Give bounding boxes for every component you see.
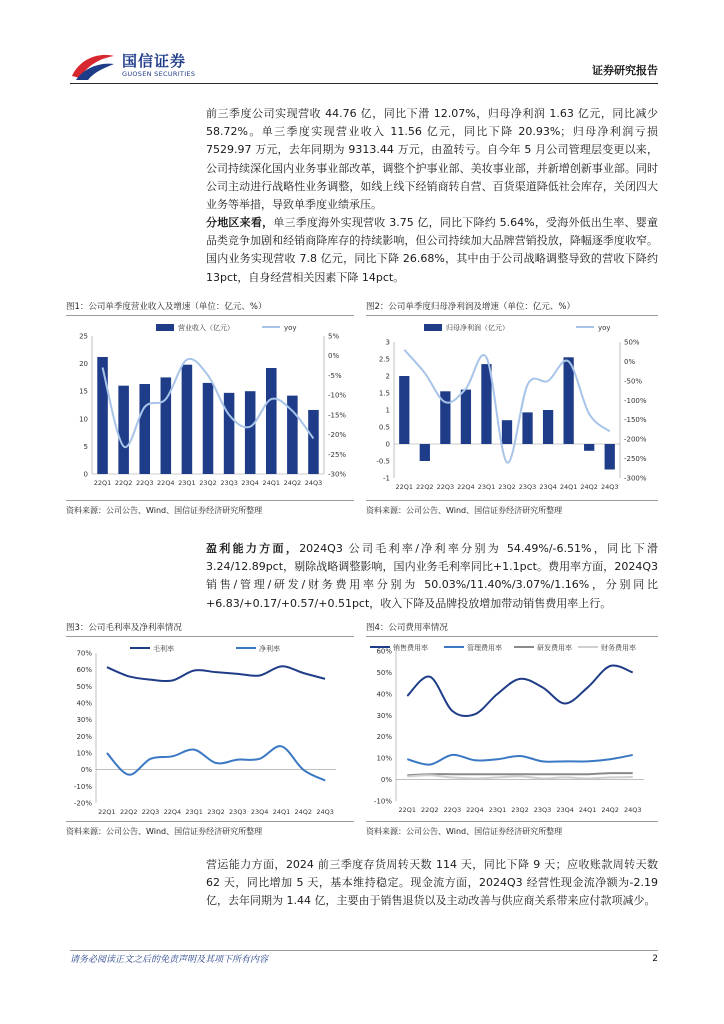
y-tick-label-left: 0.5: [378, 423, 390, 432]
legend-label: 销售费用率: [393, 644, 428, 652]
x-tick-label: 22Q3: [135, 479, 154, 487]
y-tick-label-left: -0.5: [376, 457, 390, 466]
series-line: [407, 666, 632, 717]
x-tick-label: 22Q2: [421, 806, 439, 814]
y-tick-label: 50%: [76, 682, 92, 691]
y-tick-label-right: -30%: [328, 470, 347, 479]
paragraph-profitability-body: 2024Q3 公司毛利率/净利率分别为 54.49%/-6.51%，同比下滑 3.24/12.89pct，剔除战略调整影响，国内业务毛利率同比+1.1pct。费用率方面，2024Q3 销售/管理/研发/财务费用率分别为 50.03%/11.40%/3.07%/1.16%，分别同比+6.83/+0.17/+0.57/+0.51pct，收入下降及品牌投放增加带动销售费用率上行。: [206, 542, 659, 610]
page-number: 2: [652, 954, 658, 964]
x-tick-label: 23Q1: [477, 483, 496, 491]
y-tick-label-right: -200%: [624, 435, 647, 444]
y-tick-label: -10%: [73, 782, 92, 791]
bar: [420, 444, 430, 461]
y-tick-label-right: -5%: [328, 371, 342, 380]
figure-1-source: 资料来源：公司公告、Wind、国信证券经济研究所整理: [66, 506, 263, 515]
bar: [224, 393, 235, 474]
x-tick-label: 22Q2: [416, 483, 434, 491]
y-tick-label: 60%: [376, 647, 392, 656]
y-tick-label-right: 0%: [624, 357, 636, 366]
x-tick-label: 23Q4: [250, 808, 269, 816]
y-tick-label: -20%: [73, 799, 92, 808]
bar: [97, 357, 108, 474]
x-tick-label: 24Q1: [262, 479, 281, 487]
x-tick-label: 22Q1: [398, 806, 417, 814]
figure-1-title: 图1：公司单季度营业收入及增速（单位：亿元、%）: [66, 302, 267, 312]
x-tick-label: 24Q2: [580, 483, 598, 491]
footer-divider: [70, 950, 658, 951]
yoy-line: [404, 350, 609, 463]
y-tick-label: 0%: [80, 766, 92, 775]
y-tick-label-right: -300%: [624, 474, 647, 483]
x-tick-label: 22Q2: [119, 808, 138, 816]
expense-ratio-chart: [366, 637, 658, 817]
company-name-cn: 国信证券: [122, 52, 187, 70]
x-tick-label: 24Q1: [578, 806, 597, 814]
x-tick-label: 22Q4: [457, 483, 475, 491]
x-tick-label: 23Q3: [229, 808, 247, 816]
x-tick-label: 22Q3: [443, 806, 462, 814]
paragraph-profitability: [206, 540, 658, 613]
header-divider: [70, 83, 658, 84]
net-profit-chart: [366, 316, 658, 496]
legend-label-bar: 营业收入（亿元）: [178, 324, 234, 332]
x-tick-label: 23Q2: [511, 806, 529, 814]
y-tick-label-right: 50%: [624, 338, 640, 347]
y-tick-label: 60%: [76, 666, 92, 675]
x-tick-label: 23Q2: [498, 483, 516, 491]
x-tick-label: 23Q2: [207, 808, 225, 816]
series-line: [407, 755, 632, 765]
figure-4: [366, 621, 658, 841]
y-tick-label: 0%: [380, 776, 392, 785]
y-tick-label-right: -150%: [624, 416, 647, 425]
bar: [461, 390, 471, 444]
bar: [584, 444, 594, 451]
bar: [502, 420, 512, 444]
x-tick-label: 24Q1: [559, 483, 578, 491]
x-tick-label: 22Q1: [395, 483, 414, 491]
y-tick-label: 50%: [376, 668, 392, 677]
x-tick-label: 23Q3: [220, 479, 238, 487]
y-tick-label: -10%: [373, 797, 392, 806]
paragraph-revenue-summary: 前三季度公司实现营收 44.76 亿，同比下滑 12.07%，归母净利润 1.63 亿元，同比减少 58.72%。单三季度实现营业收入 11.56 亿元，同比下降 20.93%；归母净利润亏损 7529.97 万元，去年同期为 9313.44 万元，由盈转亏。自今年 5 月公司管理层变更以来，公司持续深化国内业务事业部改革，调整个护事业部、美妆事业部，并新增创新事业部。同时公司主动进行战略性业务调整，如线上线下经销商转自营、百货渠道降低社会库存，关闭四大业务等举措，导致单季度业绩承压。: [206, 107, 658, 212]
x-tick-label: 22Q4: [157, 479, 175, 487]
page-header: [70, 48, 658, 84]
legend-swatch-bar: [156, 324, 174, 331]
y-tick-label: 30%: [376, 711, 392, 720]
x-tick-label: 24Q1: [272, 808, 291, 816]
bar: [308, 410, 319, 474]
x-tick-label: 24Q2: [283, 479, 302, 487]
legend-label: 毛利率: [153, 645, 174, 653]
y-tick-label-left: 5: [83, 442, 88, 451]
legend-label: 净利率: [259, 645, 280, 653]
figure-3-title: 图3：公司毛利率及净利率情况: [66, 623, 182, 633]
y-tick-label: 40%: [76, 699, 92, 708]
x-tick-label: 23Q2: [199, 479, 217, 487]
y-tick-label-left: 3: [385, 338, 390, 347]
y-tick-label-right: -50%: [624, 377, 643, 386]
legend-label: 管理费用率: [467, 644, 502, 652]
x-tick-label: 22Q3: [141, 808, 160, 816]
y-tick-label-left: 15: [79, 387, 88, 396]
y-tick-label-right: 0%: [328, 352, 340, 361]
y-tick-label: 40%: [376, 690, 392, 699]
y-tick-label: 20%: [376, 733, 392, 742]
bar: [399, 376, 409, 444]
y-tick-label: 70%: [76, 649, 92, 658]
legend-label-line: yoy: [598, 324, 611, 332]
y-tick-label-left: 25: [79, 332, 88, 341]
x-tick-label: 23Q1: [185, 808, 203, 816]
bar: [139, 384, 150, 474]
x-tick-label: 22Q1: [98, 808, 116, 816]
bar: [182, 365, 193, 474]
paragraph-regional: [206, 214, 658, 287]
x-tick-label: 23Q3: [533, 806, 552, 814]
legend-swatch-bar: [424, 324, 442, 331]
legend-label: 研发费用率: [537, 644, 572, 652]
x-tick-label: 22Q4: [163, 808, 182, 816]
x-tick-label: 22Q3: [436, 483, 455, 491]
paragraph-profitability-lead: 盈利能力方面，: [206, 542, 300, 555]
y-tick-label-right: -100%: [624, 396, 647, 405]
margin-chart: [66, 637, 354, 817]
bar: [605, 444, 615, 470]
y-tick-label-right: 5%: [328, 332, 340, 341]
report-type: 证券研究报告: [592, 64, 658, 77]
paragraph-operations: 营运能力方面，2024 前三季度存货周转天数 114 天，同比下降 9 天；应收账款周转天数 62 天，同比增加 5 天，基本维持稳定。现金流方面，2024Q3 经营性现金流净额为-2.19 亿，去年同期为 1.44 亿，主要由于销售退货以及主动改善与供应商关系带来应付款项减少。: [206, 858, 658, 908]
figure-3-source: 资料来源：公司公告、Wind、国信证券经济研究所整理: [66, 827, 263, 836]
y-tick-label-left: 1: [385, 406, 390, 415]
series-line: [407, 775, 632, 778]
company-name-en: GUOSEN SECURITIES: [122, 70, 196, 78]
series-line: [407, 773, 632, 775]
series-line: [107, 666, 325, 681]
y-tick-label: 10%: [76, 749, 92, 758]
figure-3: [66, 621, 354, 841]
y-tick-label-left: 2.5: [378, 355, 390, 364]
figure-4-title: 图4：公司费用率情况: [366, 623, 448, 633]
bar: [522, 412, 532, 444]
x-tick-label: 23Q3: [518, 483, 537, 491]
bar: [245, 391, 256, 474]
bar: [118, 386, 129, 474]
y-tick-label-left: 2: [385, 372, 390, 381]
y-tick-label-left: -1: [383, 474, 390, 483]
bar: [564, 357, 574, 444]
x-tick-label: 24Q3: [316, 808, 334, 816]
x-tick-label: 24Q2: [294, 808, 313, 816]
figure-2-title: 图2：公司单季度归母净利润及增速（单位：亿元、%）: [366, 302, 575, 312]
revenue-chart: [66, 316, 354, 496]
legend-label-bar: 归母净利润（亿元）: [446, 324, 509, 332]
paragraph-regional-lead: 分地区来看，: [206, 216, 274, 229]
y-tick-label-right: -15%: [328, 411, 347, 420]
x-tick-label: 23Q1: [488, 806, 507, 814]
x-tick-label: 23Q4: [539, 483, 557, 491]
y-tick-label: 10%: [376, 754, 392, 763]
y-tick-label-left: 0: [83, 470, 88, 479]
bar: [203, 383, 214, 474]
x-tick-label: 22Q1: [93, 479, 112, 487]
guosen-logo-icon: [70, 50, 116, 82]
x-tick-label: 23Q4: [241, 479, 259, 487]
x-tick-label: 24Q3: [304, 479, 323, 487]
bar: [266, 368, 277, 474]
y-tick-label: 30%: [76, 716, 92, 725]
figure-1: [66, 300, 354, 520]
y-tick-label-left: 20: [79, 360, 88, 369]
bar: [543, 410, 553, 444]
x-tick-label: 23Q4: [556, 806, 574, 814]
x-tick-label: 24Q3: [623, 806, 642, 814]
y-tick-label-right: -20%: [328, 431, 347, 440]
legend-label-line: yoy: [284, 324, 297, 332]
figure-4-source: 资料来源：公司公告、Wind、国信证券经济研究所整理: [366, 827, 563, 836]
series-line: [107, 746, 325, 780]
x-tick-label: 24Q3: [600, 483, 619, 491]
y-tick-label: 20%: [76, 732, 92, 741]
x-tick-label: 24Q2: [601, 806, 619, 814]
y-tick-label-right: -250%: [624, 455, 647, 464]
figure-2-source: 资料来源：公司公告、Wind、国信证券经济研究所整理: [366, 506, 563, 515]
y-tick-label-right: -25%: [328, 450, 347, 459]
x-tick-label: 22Q2: [114, 479, 133, 487]
figure-2: [366, 300, 658, 520]
x-tick-label: 22Q4: [466, 806, 484, 814]
y-tick-label-left: 1.5: [378, 389, 390, 398]
y-tick-label-right: -10%: [328, 391, 347, 400]
y-tick-label-left: 10: [79, 415, 88, 424]
x-tick-label: 23Q1: [178, 479, 196, 487]
footer-disclaimer: 请务必阅读正文之后的免责声明及其项下所有内容: [70, 955, 269, 965]
paragraph-regional-body: 单三季度海外实现营收 3.75 亿，同比下降约 5.64%，受海外低出生率、婴童品类竞争加剧和经销商降库存的持续影响，但公司持续加大品牌营销投放，降幅逐季度收窄。国内业务实现营收 7.8 亿元，同比下降 26.68%，其中由于公司战略调整导致的营收下降约 13pct，自身经营相关因素下降 14pct。: [206, 216, 658, 284]
y-tick-label-left: 0: [385, 440, 390, 449]
legend-label: 财务费用率: [601, 644, 636, 652]
